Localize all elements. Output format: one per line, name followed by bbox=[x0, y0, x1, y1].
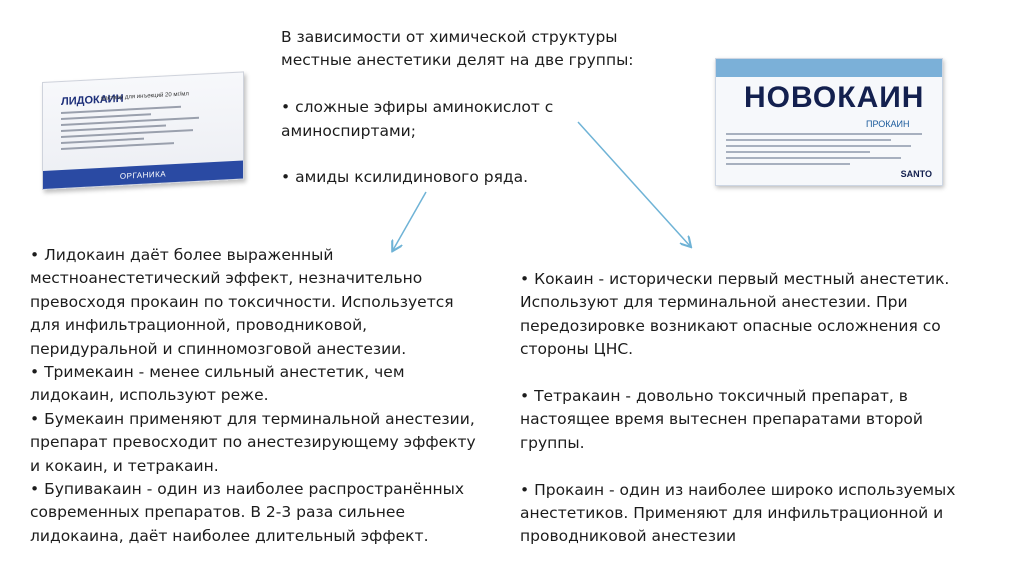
amides-line: • Бумекаин применяют для терминальной анестезии, bbox=[30, 409, 475, 428]
amides-line: лидокаина, даёт наиболее длительный эффект. bbox=[30, 526, 429, 545]
amides-column bbox=[30, 244, 476, 548]
lidocaine-package-maker: ОРГАНИКА bbox=[119, 168, 167, 181]
amides-line: для инфильтрационной, проводниковой, bbox=[30, 316, 368, 335]
cocaine-line: стороны ЦНС. bbox=[520, 340, 634, 359]
amides-line: перидуральной и спинномозговой анестезии. bbox=[30, 339, 407, 358]
procaine-line: проводниковой анестезии bbox=[520, 527, 737, 546]
cocaine-line: Используют для терминальной анестезии. При bbox=[520, 293, 908, 312]
intro-line: местные анестетики делят на две группы: bbox=[281, 51, 634, 70]
group-1-line: аминоспиртами; bbox=[281, 121, 416, 140]
cocaine-line: передозировке возникают опасные осложнения со bbox=[520, 316, 941, 335]
novocaine-package-name: НОВОКАИН bbox=[744, 81, 925, 114]
amides-line: • Бупивакаин - один из наиболее распространённых bbox=[30, 480, 465, 499]
lidocaine-package-name: ЛИДОКАИН bbox=[61, 92, 124, 109]
group-2-line: • амиды ксилидинового ряда. bbox=[281, 168, 529, 187]
procaine-line: • Прокаин - один из наиболее широко используемых bbox=[520, 480, 956, 499]
tetracaine-line: • Тетракаин - довольно токсичный препарат, в bbox=[520, 387, 908, 406]
cocaine-line: • Кокаин - исторически первый местный анестетик. bbox=[520, 270, 950, 288]
amides-line: современных препаратов. В 2-3 раза сильнее bbox=[30, 503, 405, 522]
amides-line: • Лидокаин даёт более выраженный bbox=[30, 246, 334, 264]
tetracaine-line: настоящее время вытеснен препаратами второй bbox=[520, 410, 923, 429]
amides-line: местноанестетический эффект, незначительно bbox=[30, 269, 423, 288]
tetracaine-line: группы. bbox=[520, 433, 585, 452]
procaine-line: анестетиков. Применяют для инфильтрационной и bbox=[520, 504, 944, 523]
amides-line: превосходя прокаин по токсичности. Используется bbox=[30, 292, 454, 311]
novocaine-package-maker: SANTO bbox=[900, 169, 932, 179]
amides-line: препарат превосходит по анестезирующему эффекту bbox=[30, 433, 476, 452]
group-1-line: • сложные эфиры аминокислот с bbox=[281, 98, 554, 117]
amides-line: лидокаин, используют реже. bbox=[30, 386, 269, 405]
novocaine-package-subtitle: ПРОКАИН bbox=[866, 119, 910, 129]
arrow-to-amides bbox=[393, 192, 426, 250]
esters-column bbox=[520, 268, 955, 549]
amides-line: • Тримекаин - менее сильный анестетик, чем bbox=[30, 363, 405, 382]
amides-line: и кокаин, и тетракаин. bbox=[30, 456, 219, 475]
intro-line: В зависимости от химической структуры bbox=[281, 28, 618, 46]
lidocaine-package-subtitle: раствор для инъекций 20 мг/мл bbox=[101, 91, 189, 102]
arrow-to-esters bbox=[578, 122, 690, 246]
